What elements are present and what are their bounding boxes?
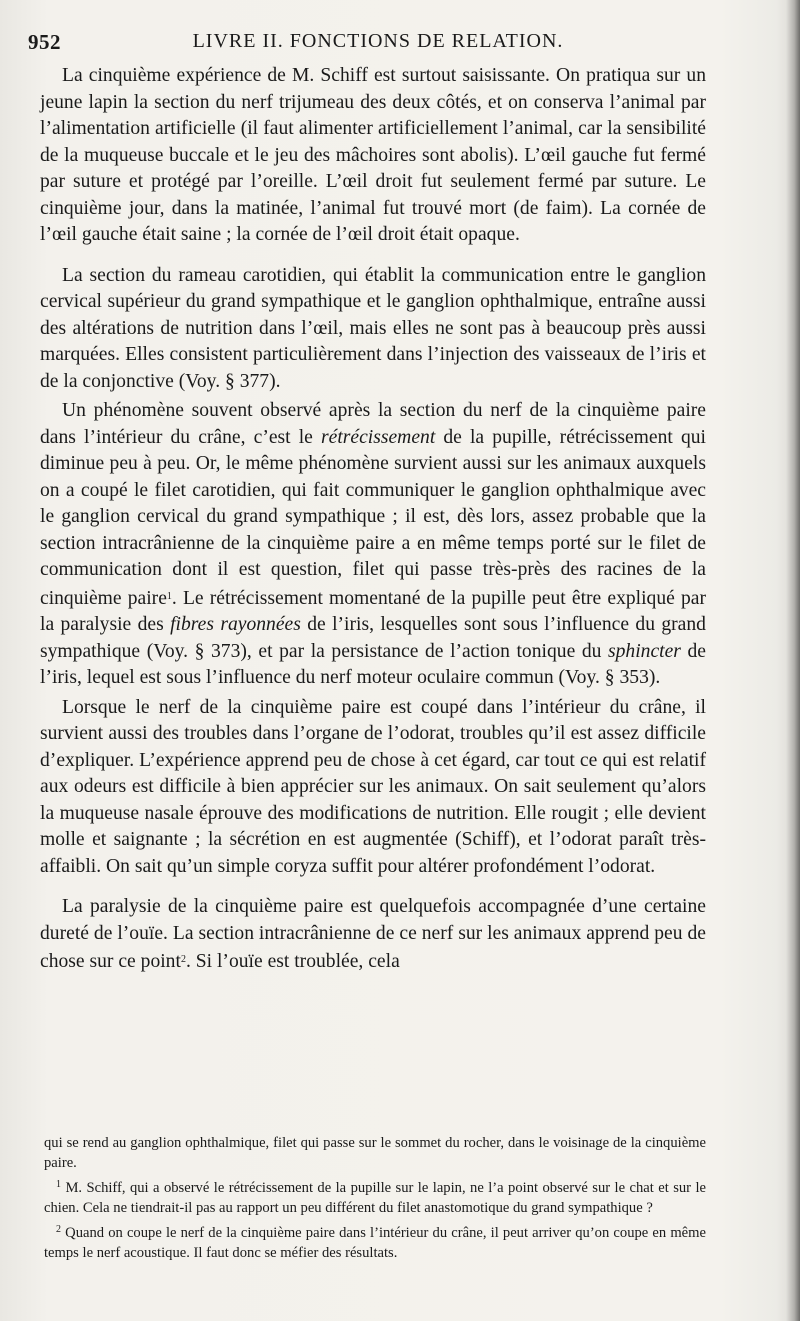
paragraph-5 xyxy=(40,894,706,976)
page-edge-shadow xyxy=(786,0,800,1321)
footnote-ref-1: 1 xyxy=(166,590,172,602)
footnote-2-marker: 2 xyxy=(56,1224,61,1235)
p5-text-2: . Si l’ouïe est troublée, cela xyxy=(185,951,400,972)
footnote-ref-2: 2 xyxy=(180,954,186,965)
p3-italic-sphincter: sphincter xyxy=(608,640,681,662)
paragraph-1: La cinquième expérience de M. Schiff est surtout saisissante. On pratiqua sur un jeune lapin la section du nerf trijumeau des deux côtés, et on conserva l’animal par l’alimentation artificielle (il faut alimenter artificiellement l’animal, car la sensibilité de la muqueuse buccale et le jeu des mâchoires sont abolis). L’œil gauche fut fermé par suture et protégé par l’oreille. L’œil droit fut seulement fermé par suture. Le cinquième jour, dans la matinée, l’animal fut trouvé mort (de faim). La cornée de l’œil gauche était saine ; la cornée de l’œil droit était opaque. xyxy=(40,65,706,245)
footnote-2-text: Quand on coupe le nerf de la cinquième paire dans l’intérieur du crâne, il peut arriver qu’on coupe en même temps le nerf acoustique. Il faut donc se méfier des résultats. xyxy=(44,1225,706,1261)
page-header xyxy=(28,30,728,58)
paragraph-2: La section du rameau carotidien, qui établit la communication entre le ganglion cervical supérieur du grand sympathique et le ganglion ophthalmique, entraîne aussi des altérations de nutrition dans l’œil, mais elles ne sont pas à beaucoup près aussi marquées. Elles consistent particulièrement dans l’injection des vaisseaux de l’iris et de la conjonctive (Voy. § 377). xyxy=(40,264,706,392)
footnote-1 xyxy=(44,1175,706,1218)
footnote-1-marker: 1 xyxy=(56,1179,61,1190)
main-text xyxy=(40,63,706,979)
p3-text-5: de l’iris, lequel est sous l’influence du nerf moteur oculaire commun (Voy. § 353). xyxy=(40,640,706,688)
footnote-1-text: M. Schiff, qui a observé le rétrécissement de la pupille sur le lapin, ne l’a point observé sur le chat et sur le chien. Cela ne tiendrait-il pas au rapport un peu différent du filet anastomotique du grand sympathique ? xyxy=(44,1180,706,1216)
page-number: 952 xyxy=(28,30,61,54)
paragraph-4: Lorsque le nerf de la cinquième paire est coupé dans l’intérieur du crâne, il survient aussi des troubles dans l’organe de l’odorat, troubles qu’il est assez difficile d’expliquer. L’expérience apprend peu de chose à cet égard, car tout ce qui est relatif aux odeurs est difficile à bien apprécier sur les animaux. On sait seulement qu’alors la muqueuse nasale éprouve des modifications de nutrition. Elle rougit ; elle devient molle et saignante ; la sécrétion en est augmentée (Schiff), et l’odorat paraît très-affaibli. On sait qu’un simple coryza suffit pour altérer profondément l’odorat. xyxy=(40,696,706,877)
footnote-continuation: qui se rend au ganglion ophthalmique, filet qui passe sur le sommet du rocher, dans le voisinage de la cinquième paire. xyxy=(44,1135,706,1171)
p3-text-1: Un phénomène souvent observé après la section du nerf de la cinquième paire dans l’intérieur du crâne, c’est le xyxy=(40,400,706,448)
footnotes xyxy=(44,1134,706,1265)
p3-italic-retrecissement: rétrécissement xyxy=(321,426,436,448)
p3-text-4: de l’iris, lesquelles sont sous l’influence du grand sympathique (Voy. § 373), et par la persistance de l’action tonique du xyxy=(40,614,706,662)
paragraph-3 xyxy=(40,398,706,692)
running-head: LIVRE II. FONCTIONS DE RELATION. xyxy=(192,30,564,52)
p3-italic-fibres: fibres rayonnées xyxy=(170,614,301,635)
p3-text-2: de la pupille, rétrécissement qui diminue peu à peu. Or, le même phénomène survient aussi sur les animaux auxquels on a coupé le filet carotidien, qui fait communiquer le ganglion ophthalmique avec le ganglion cervical du grand sympathique ; il est, dès lors, assez probable que la section intracrânienne de la cinquième paire a en même temps porté sur le filet de communication dont il est question, filet qui passe très-près des racines de la cinquième paire xyxy=(40,426,706,609)
p3-text-3: . Le rétrécissement momentané de la pupille peut être expliqué par la paralysie des xyxy=(40,587,706,635)
p5-text-1: La paralysie de la cinquième paire est quelquefois accompagnée d’une certaine dureté de l’ouïe. La section intracrânienne de ce nerf sur les animaux apprend peu de chose sur ce point xyxy=(40,896,706,972)
footnote-2 xyxy=(44,1220,706,1263)
